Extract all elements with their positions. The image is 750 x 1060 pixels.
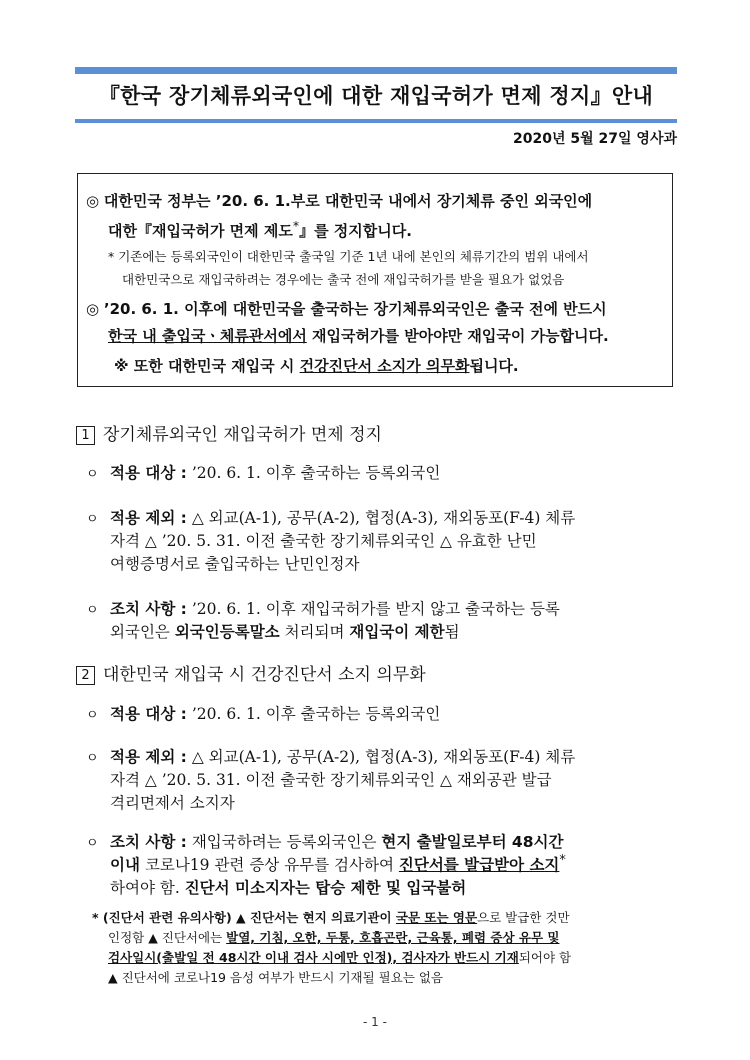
notice-line-2: 대한『재입국허가 면제 제도*』를 정지합니다. [108, 218, 412, 240]
section-2-measure: ㅇ 조치 사항 : 재입국하려는 등록외국인은 현지 출발일로부터 48시간 [86, 833, 564, 851]
page-title: 『한국 장기체류외국인에 대한 재입국허가 면제 정지』안내 [98, 84, 654, 108]
section-1-measure: ㅇ 조치 사항 : ’20. 6. 1. 이후 재입국허가를 받지 않고 출국하는 등록 [86, 600, 560, 618]
notice-line-4: 한국 내 출입국ㆍ체류관서에서 재입국허가를 받아야만 재입국이 가능합니다. [108, 327, 609, 345]
bullet-icon: ㅇ [86, 467, 99, 482]
page-number: - 1 - [363, 1015, 387, 1029]
section-number-box: 2 [76, 666, 95, 685]
bullet-icon: ㅇ [86, 751, 99, 766]
section-1-exclusion: ㅇ 적용 제외 : △ 외교(A-1), 공무(A-2), 협정(A-3), 재외동포(F-4) 체류 [86, 509, 576, 527]
title-top-rule [75, 67, 677, 74]
bullet-icon: ㅇ [86, 603, 99, 618]
section-1-exclusion-2: 자격 △ ’20. 5. 31. 이전 출국한 장기체류외국인 △ 유효한 난민 [110, 532, 537, 550]
section-2-exclusion-3: 격리면제서 소지자 [110, 794, 235, 812]
bullet-icon: ㅇ [86, 708, 99, 723]
section-1-measure-2: 외국인은 외국인등록말소 처리되며 재입국이 제한됨 [110, 623, 460, 641]
issue-date: 2020년 5월 27일 영사과 [513, 131, 677, 147]
notice-note-1: * 기존에는 등록외국인이 대한민국 출국일 기준 1년 내에 본인의 체류기간의 범위 내에서 [108, 249, 589, 264]
notice-note-2: 대한민국으로 재입국하려는 경우에는 출국 전에 재입국허가를 받을 필요가 없었음 [122, 272, 565, 287]
section-number-box: 1 [76, 426, 95, 445]
section-1-heading: 1 장기체류외국인 재입국허가 면제 정지 [76, 420, 382, 445]
notice-line-3: ◎ ’20. 6. 1. 이후에 대한민국을 출국하는 장기체류외국인은 출국 전에 반드시 [86, 300, 607, 318]
section-2-exclusion-2: 자격 △ ’20. 5. 31. 이전 출국한 장기체류외국인 △ 재외공관 발급 [110, 771, 552, 789]
notice-box [77, 173, 673, 387]
section-2-exclusion: ㅇ 적용 제외 : △ 외교(A-1), 공무(A-2), 협정(A-3), 재외동포(F-4) 체류 [86, 748, 576, 766]
section-1-target: ㅇ 적용 대상 : ’20. 6. 1. 이후 출국하는 등록외국인 [86, 464, 441, 482]
section-2-measure-2: 이내 코로나19 관련 증상 유무를 검사하여 진단서를 발급받아 소지* [110, 853, 566, 875]
section-2-target: ㅇ 적용 대상 : ’20. 6. 1. 이후 출국하는 등록외국인 [86, 705, 441, 723]
section-1-exclusion-3: 여행증명서로 출입국하는 난민인정자 [110, 555, 360, 573]
section-2-heading: 2 대한민국 재입국 시 건강진단서 소지 의무화 [76, 660, 426, 685]
footnote-line-3: 검사일시(출발일 전 48시간 이내 검사 시에만 인정), 검사자가 반드시 기재되어야 함 [108, 950, 572, 965]
footnote-line-2: 인정함 ▲ 진단서에는 발열, 기침, 오한, 두통, 호흡곤란, 근육통, 폐렴 증상 유무 및 [108, 930, 560, 945]
section-2-measure-3: 하여야 함. 진단서 미소지자는 탑승 제한 및 입국불허 [110, 879, 467, 897]
bullet-icon: ㅇ [86, 512, 99, 527]
bullet-icon: ㅇ [86, 836, 99, 851]
footnote-line-4: ▲ 진단서에 코로나19 음성 여부가 반드시 기재될 필요는 없음 [108, 970, 444, 985]
footnote-line-1: * (진단서 관련 유의사항) ▲ 진단서는 현지 의료기관이 국문 또는 영문으로 발급한 것만 [92, 910, 570, 925]
title-bottom-rule [75, 119, 677, 123]
notice-line-1: ◎ 대한민국 정부는 ’20. 6. 1.부로 대한민국 내에서 장기체류 중인 외국인에 [86, 192, 593, 210]
double-circle-icon: ◎ [86, 192, 100, 210]
double-circle-icon: ◎ [86, 300, 100, 318]
notice-line-5: ※ 또한 대한민국 재입국 시 건강진단서 소지가 의무화됩니다. [114, 357, 519, 375]
